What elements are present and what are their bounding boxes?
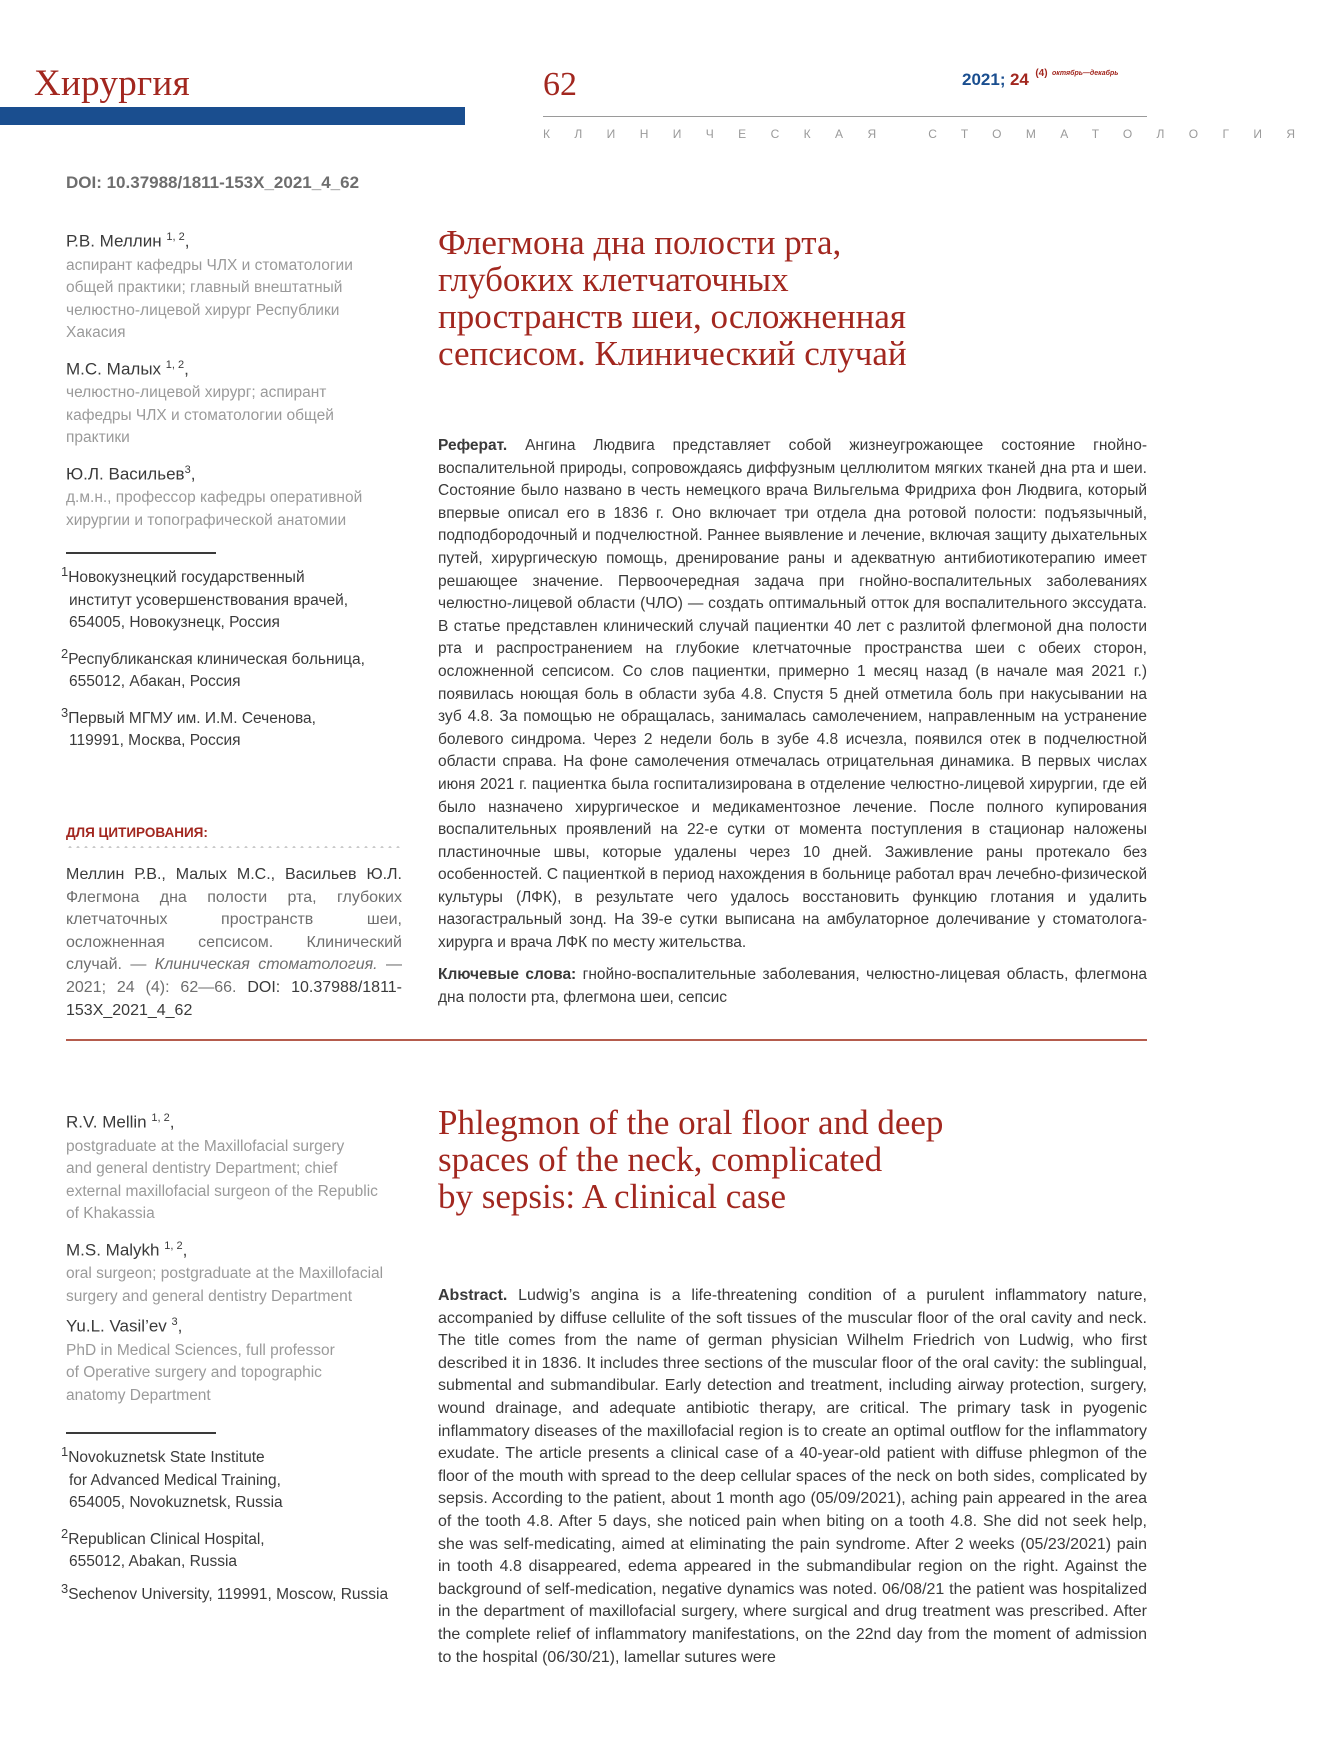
institution-1 (61, 1441, 421, 1515)
institution-line: 654005, Novokuznetsk, Russia (69, 1494, 283, 1512)
title-line: Phlegmon of the oral floor and deep (438, 1103, 944, 1142)
author-affiliation-marker: 1, 2 (166, 231, 185, 243)
title-line: сепсисом. Клинический случай (438, 334, 907, 373)
en-author-1 (66, 1112, 411, 1226)
affiliation-line: практики (66, 429, 130, 447)
institutions-rule (66, 1432, 216, 1434)
institution-3 (61, 1578, 421, 1607)
institution-marker: 1 (61, 564, 69, 579)
institution-2 (61, 643, 411, 694)
institution-1 (61, 561, 411, 635)
citation-doi: DOI: 10.37988/1811-153X_2021_4_62 (66, 978, 403, 1019)
abstract-label: Abstract. (438, 1287, 508, 1304)
affiliation-line: челюстно-лицевой хирург; аспирант (66, 384, 327, 402)
institution-line: for Advanced Medical Training, (69, 1471, 281, 1489)
author-affiliation (66, 382, 411, 450)
institution-line: 655012, Abakan, Russia (69, 1553, 238, 1571)
keywords-ru (438, 964, 1147, 1009)
affiliation-line: anatomy Department (66, 1386, 211, 1404)
en-author-3 (66, 1316, 411, 1407)
affiliation-line: PhD in Medical Sciences, full professor (66, 1341, 335, 1359)
institution-line: 655012, Абакан, Россия (69, 673, 241, 691)
header-bar (0, 107, 465, 125)
author-name-text: Р.В. Меллин (66, 231, 162, 251)
en-institutions (61, 1441, 421, 1606)
author-affiliation (66, 487, 411, 532)
author-affiliation-marker: 1, 2 (151, 1112, 170, 1124)
affiliation-line: общей практики; главный внештатный (66, 279, 343, 297)
institution-line: Первый МГМУ им. И.М. Сеченова, (68, 709, 316, 727)
keywords-text: гнойно-воспалительные заболевания, челюстно-лицевая область, флегмона дна полости рта, флегмона шеи, сепсис (438, 966, 1148, 1006)
journal-name: КЛИНИЧЕСКАЯ СТОМАТОЛОГИЯ (543, 127, 1320, 141)
author-affiliation-marker: 3 (184, 463, 191, 476)
author-name-text: Yu.L. Vasil’ev (66, 1316, 167, 1336)
institution-line: институт усовершенствования врачей, (69, 591, 349, 609)
ru-author-1 (66, 231, 411, 345)
ru-author-2 (66, 359, 411, 450)
author-affiliation (66, 1263, 411, 1308)
institution-3 (61, 702, 411, 753)
institution-marker: 2 (61, 645, 69, 661)
title-line: пространств шеи, осложненная (438, 297, 906, 336)
affiliation-line: Хакасия (66, 324, 126, 342)
header-rule (543, 116, 1147, 117)
title-line: by sepsis: A clinical case (438, 1177, 786, 1216)
language-divider (66, 1039, 1147, 1041)
author-name: R.V. Mellin $^{1, 2}$, (66, 1112, 175, 1132)
issue-number: (4) (1035, 68, 1048, 79)
author-name: M.S. Malykh $^{1, 2}$, (66, 1239, 188, 1260)
author-name: М.С. Малых $^{1, 2}$, (66, 358, 189, 379)
author-affiliation-marker: 3 (171, 1316, 178, 1329)
doi: DOI: 10.37988/1811-153X_2021_4_62 (66, 173, 360, 192)
institution-marker: 3 (61, 1580, 69, 1596)
section-title: Хирургия (34, 63, 190, 104)
author-affiliation-marker: 1, 2 (165, 358, 185, 371)
abstract-text: Ludwig’s angina is a life-threatening condition of a purulent inflammatory nature, accompanied by diffuse cellulite of the soft tissues of the muscular floor of the oral cavity and neck. The title comes from the name of german physician Wilhelm Friedrich von Ludwig, who first described it in 1836. It includes three sections of the muscular floor of the oral cavity: the sublingual, submental and submandibular. Early detection and treatment, including airway protection, surgery, wound drainage, and adequate antibiotic therapy, are critical. The primary task in pyogenic inflammatory diseases of the maxillofacial region is to create an optimal outflow for the inflammatory exudate. The article presents a clinical case of a 40-year-old patient with diffuse phlegmon of the floor of the mouth with spread to the deep cellular spaces of the neck on both sides, complicated by sepsis. According to the patient, about 1 month ago (05/09/2021), aching pain appeared in the area of the tooth 4.8. After 5 days, she noticed pain when biting on a tooth 4.8. She did not seek help, she was self-medicating, aimed at eliminating the pain syndrome. After 2 weeks (05/23/2021) pain in tooth 4.8 disappeared, edema appeared in the submandibular region on the right. Against the background of self-medication, negative dynamics was noted. 06/08/21 the patient was hospitalized in the department of maxillofacial surgery, where surgical and drug treatment was prescribed. After the complete relief of inflammatory manifestations, on the 22nd day from the moment of admission to the hospital (06/30/21), lamellar sutures were (438, 1287, 1147, 1666)
issue-year: 2021; (962, 70, 1006, 89)
affiliation-line: and general dentistry Department; chief (66, 1160, 338, 1178)
ru-author-3 (66, 464, 411, 533)
keywords-label: Ключевые слова: (438, 966, 577, 983)
en-author-block (66, 1112, 411, 1407)
issue-volume: 24 (1009, 70, 1029, 89)
abstract-text: Ангина Людвига представляет собой жизнеугрожающее состояние гнойно-воспалительной природы, сопровождаясь диффузным целлюлитом мягких тканей дна рта и шеи. Состояние было названо в честь немецкого врача Вильгельма Фридриха фон Людвига, который впервые описал его в 1836 г. Оно включает три отдела дна ротовой полости: подъязычный, подподбородочный и подчелюстной. Раннее выявление и лечение, включая защиту дыхательных путей, хирургическую помощь, дренирование раны и адекватную антибиотикотерапию имеет решающее значение. Первоочередная задача при гнойно-воспалительных заболеваниях челюстно-лицевой области (ЧЛО) — создать оптимальный отток для воспалительного экссудата. В статье представлен клинический случай пациентки 40 лет с разлитой флегмоной дна полости рта и распространением на глубокие клетчаточные пространства шеи с обеих сторон, осложненной сепсисом. Со слов пациентки, примерно 1 месяц назад (в начале мая 2021 г.) появилась ноющая боль в области зуба 4.8. Спустя 5 дней отметила боль при накусывании на зуб 4.8. За помощью не обращалась, занималась самолечением, направленным на устранение болевого синдрома. Через 2 недели боль в зубе 4.8 исчезла, появился отек в подчелюстной области справа. На фоне самолечения отмечалась отрицательная динамика. В первых числах июня 2021 г. пациентка была госпитализирована в отделение челюстно-лицевой хирургии, где ей было назначено хирургическое и медикаментозное лечение. После полного купирования воспалительных проявлений на 22-е сутки от момента поступления в стационар наложены пластиночные швы, которые удалены через 10 дней. Заживление раны протекало без особенностей. С пациенткой в период нахождения в больнице работал врач лечебно-физической культуры (ЛФК), в результате чего удалось восстановить функцию глотания и удалить назогастральный зонд. На 39-е сутки выписана на амбулаторное долечивание у стоматолога-хирурга и врача ЛФК по месту жительства. (438, 437, 1148, 952)
affiliation-line: челюстно-лицевой хирург Республики (66, 301, 340, 319)
institution-line: 119991, Москва, Россия (69, 732, 241, 750)
author-name: Ю.Л. Васильев$^3$, (66, 463, 196, 484)
article-title-en (438, 1104, 1147, 1215)
affiliation-line: of Operative surgery and topographic (66, 1364, 322, 1382)
institution-line: Республиканская клиническая больница, (68, 650, 365, 668)
author-name-text: Ю.Л. Васильев (66, 464, 185, 484)
article-title-ru (438, 224, 1138, 372)
institution-line: Новокузнецкий государственный (68, 569, 305, 587)
title-line: глубоких клетчаточных (438, 260, 789, 299)
affiliation-line: external maxillofacial surgeon of the Republic (66, 1182, 378, 1200)
affiliation-line: oral surgeon; postgraduate at the Maxillofacial (66, 1265, 384, 1283)
author-affiliation (66, 1136, 411, 1226)
citation-issue: — 2021; 24 (4): 62—66. (66, 956, 402, 996)
affiliation-line: д.м.н., профессор кафедры оперативной (66, 489, 363, 507)
author-name: Yu.L. Vasil’ev $^3$, (66, 1316, 183, 1336)
institution-2 (61, 1523, 421, 1574)
affiliation-line: surgery and general dentistry Department (66, 1287, 353, 1305)
author-name-text: М.С. Малых (66, 359, 162, 379)
institution-line: Republican Clinical Hospital, (68, 1530, 265, 1548)
citation-label: ДЛЯ ЦИТИРОВАНИЯ: (66, 825, 208, 840)
title-line: Флегмона дна полости рта, (438, 223, 842, 262)
institution-line: Novokuznetsk State Institute (68, 1449, 265, 1467)
affiliation-line: аспирант кафедры ЧЛХ и стоматологии (66, 256, 353, 274)
citation-authors: Меллин Р.В., Малых М.С., Васильев Ю.Л. (66, 866, 402, 883)
institution-line: Sechenov University, 119991, Moscow, Russia (68, 1585, 389, 1603)
issue-info (962, 70, 1118, 90)
page-number: 62 (543, 66, 577, 103)
institutions-rule (66, 552, 216, 554)
author-name-text: R.V. Mellin (66, 1112, 147, 1132)
citation-journal: Клиническая стоматология. (154, 956, 378, 974)
author-name: Р.В. Меллин $^{1, 2}$, (66, 231, 190, 251)
citation-title: Флегмона дна полости рта, глубоких клетчаточных пространств шеи, осложненная сепсисом. Клинический случай. — (66, 888, 402, 974)
abstract-label: Реферат. (438, 437, 508, 454)
issue-months: октябрь—декабрь (1052, 70, 1119, 77)
affiliation-line: postgraduate at the Maxillofacial surgery (66, 1137, 345, 1155)
ru-author-block (66, 231, 411, 532)
author-affiliation (66, 255, 411, 345)
citation-text (66, 864, 402, 1022)
title-line: spaces of the neck, complicated (438, 1140, 883, 1179)
abstract-en (438, 1285, 1147, 1669)
affiliation-line: of Khakassia (66, 1205, 155, 1223)
citation-dotted-rule (66, 846, 401, 848)
institution-marker: 1 (61, 1444, 69, 1459)
institution-marker: 3 (61, 704, 69, 720)
author-affiliation (66, 1340, 411, 1408)
institution-marker: 2 (61, 1525, 69, 1541)
author-name-text: M.S. Malykh (66, 1240, 160, 1260)
abstract-ru (438, 435, 1147, 955)
en-author-2 (66, 1240, 411, 1309)
affiliation-line: кафедры ЧЛХ и стоматологии общей (66, 406, 334, 424)
institution-line: 654005, Новокузнецк, Россия (69, 614, 280, 632)
author-affiliation-marker: 1, 2 (164, 1239, 183, 1252)
affiliation-line: хирургии и топографической анатомии (66, 511, 347, 529)
ru-institutions (61, 561, 411, 753)
